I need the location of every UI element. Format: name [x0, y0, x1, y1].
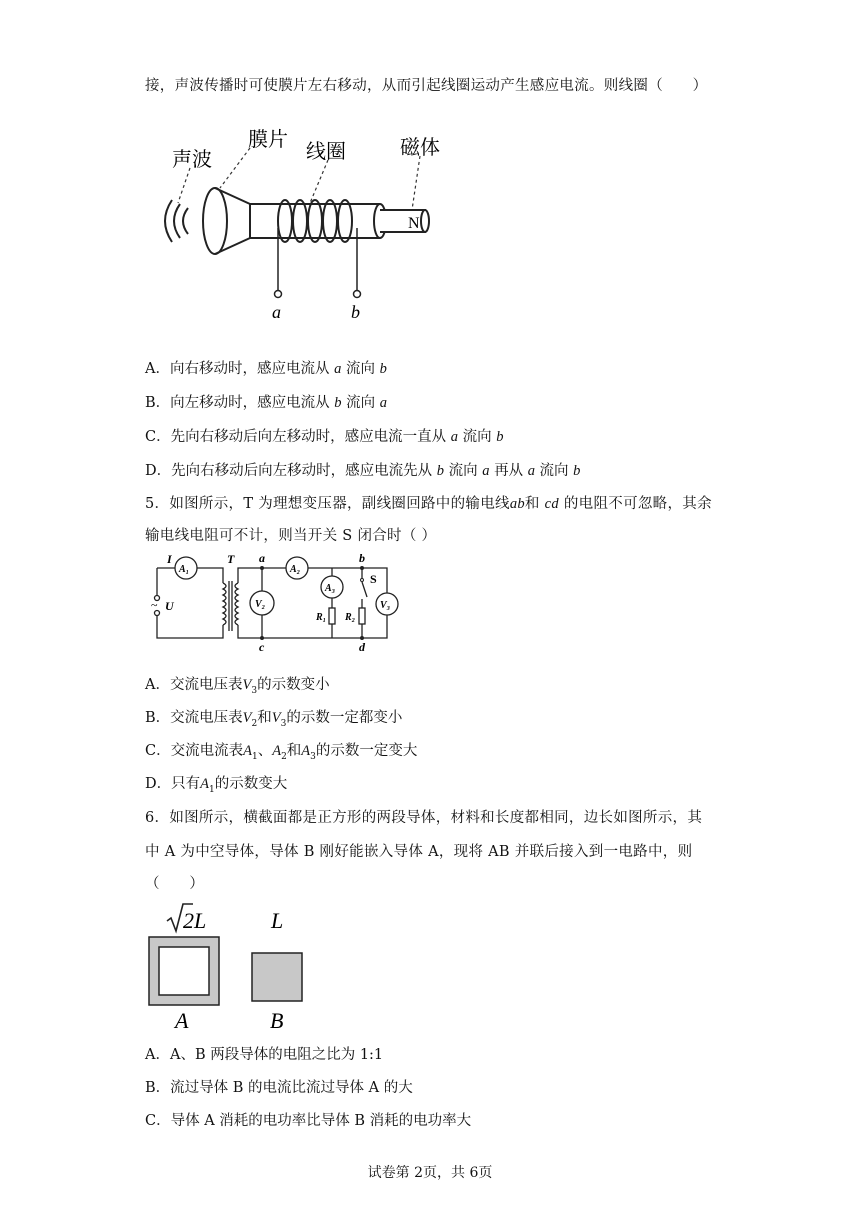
node-c-label: c	[259, 640, 265, 654]
magnet-label: 磁体	[400, 137, 440, 159]
q4-option-d: D．先向右移动后向左移动时，感应电流先从 b 流向 a 再从 a 流向 b	[145, 463, 581, 479]
voltmeter-v3: V₃	[380, 600, 391, 611]
q4-stem-tail: 接，声波传播时可使膜片左右移动，从而引起线圈运动产生感应电流。则线圈（ ）	[145, 78, 708, 94]
q5-option-d: D．只有$A_1$的示数变大	[145, 776, 288, 795]
q5-stem-line1: 5．如图所示，T 为理想变压器，副线圈回路中的输电线ab和 cd 的电阻不可忽略，其余	[145, 496, 712, 512]
terminal-a-label: a	[272, 302, 281, 322]
page-footer: 试卷第 2页，共 6页	[367, 1165, 493, 1181]
q6-stem-line2: 中 A 为中空导体，导体 B 刚好能嵌入导体 A，现将 AB 并联后接入到一电路中，则	[145, 844, 693, 860]
q4-microphone-figure	[150, 118, 460, 328]
q5-option-b: B．交流电压表$V_2$和$V_3$的示数一定都变小	[145, 710, 403, 729]
conductor-a-label: A	[175, 1008, 189, 1033]
resistor-r1: R₁	[316, 612, 327, 623]
q4-option-a: A．向右移动时，感应电流从 a 流向 b	[145, 361, 387, 377]
q6-conductors-figure	[145, 898, 315, 1034]
ammeter-a3: A₃	[325, 583, 336, 594]
side-length-a-label: 2L	[183, 908, 207, 933]
membrane-label: 膜片	[248, 129, 288, 151]
q5-option-c: C．交流电流表$A_1$、$A_2$和$A_3$的示数一定变大	[145, 743, 418, 762]
conductor-b-label: B	[270, 1008, 284, 1033]
sound-wave-label: 声波	[172, 149, 212, 171]
node-d-label: d	[359, 640, 365, 654]
resistor-r2: R₂	[345, 612, 356, 623]
q6-option-a: A．A、B 两段导体的电阻之比为 1:1	[145, 1047, 384, 1063]
q6-stem-line3: （ ）	[145, 876, 205, 892]
conductor-b-shape	[252, 953, 302, 1001]
ammeter-a2: A₂	[290, 564, 301, 575]
node-a-label: a	[259, 553, 265, 565]
current-i-label: I	[167, 553, 172, 566]
voltmeter-v2: V₂	[255, 599, 266, 610]
terminal-b-label: b	[351, 302, 360, 322]
transformer-t-label: T	[227, 553, 235, 566]
coil-label: 线圈	[306, 141, 346, 163]
q5-stem-line2: 输电线电阻可不计，则当开关 S 闭合时（ ）	[145, 528, 437, 544]
q5-option-a: A．交流电压表$V_3$的示数变小	[145, 677, 330, 696]
ac-source-icon: ~	[151, 598, 158, 612]
ammeter-a1: A₁	[179, 564, 190, 575]
q4-option-b: B．向左移动时，感应电流从 b 流向 a	[145, 395, 387, 411]
node-b-label: b	[359, 553, 365, 565]
q5-circuit-figure	[145, 553, 405, 655]
side-length-b-label: L	[271, 908, 284, 933]
magnet-pole-label: N	[408, 215, 420, 232]
q6-option-c: C．导体 A 消耗的电功率比导体 B 消耗的电功率大	[145, 1113, 472, 1129]
source-u-label: U	[165, 599, 174, 613]
q4-option-c: C．先向右移动后向左移动时，感应电流一直从 a 流向 b	[145, 429, 504, 445]
switch-s-label: S	[370, 572, 377, 586]
q6-stem-line1: 6．如图所示，横截面都是正方形的两段导体，材料和长度都相同，边长如图所示，其	[145, 810, 703, 826]
q6-option-b: B．流过导体 B 的电流比流过导体 A 的大	[145, 1080, 413, 1096]
